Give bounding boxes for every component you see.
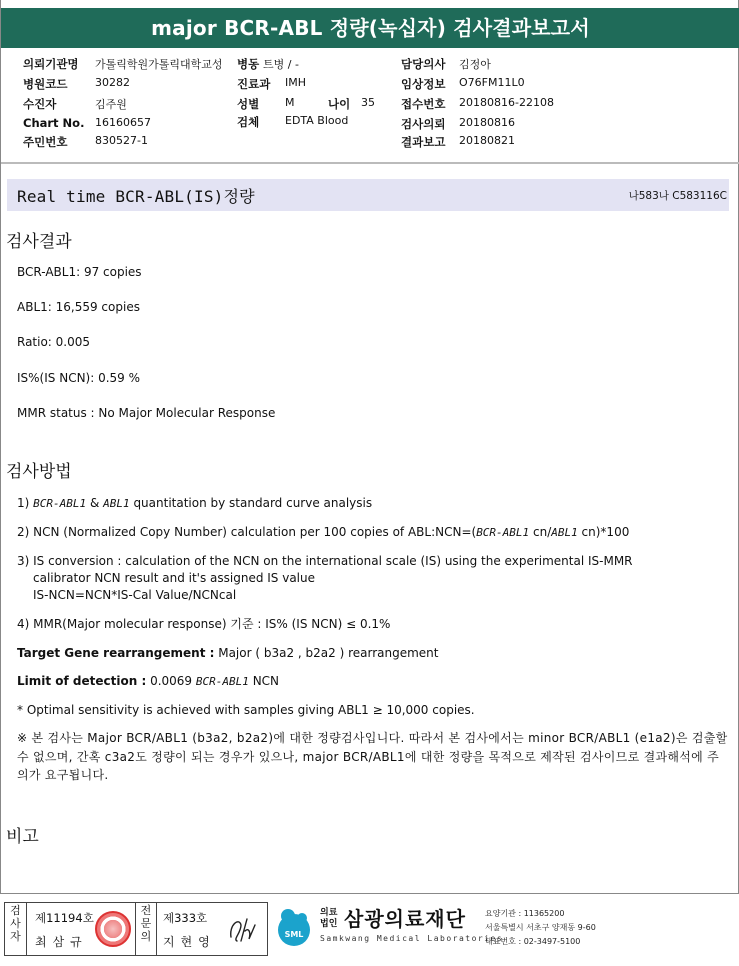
method-2-post: cn)*100: [577, 525, 630, 539]
sensitivity-note: * Optimal sensitivity is achieved with samples giving ABL1 ≥ 10,000 copies.: [17, 703, 475, 717]
target-gene-line: [17, 645, 439, 662]
specialist-label: [135, 903, 157, 955]
specimen-label: 검체: [237, 115, 260, 129]
org-type-text: 의료 법인: [320, 908, 338, 929]
department-value: IMH: [285, 76, 307, 89]
hospital-value: 가톨릭학원가톨릭대학교성: [95, 58, 223, 71]
doctor-value: 김정아: [459, 58, 491, 71]
sex-value: M: [285, 96, 295, 109]
patient-name-value: 김주원: [95, 98, 127, 111]
report-date-label: 결과보고: [401, 135, 446, 149]
gene-abl1: ABL1: [103, 497, 130, 510]
lod-gene: BCR-ABL1: [195, 675, 249, 688]
resident-no-label: 주민번호: [23, 135, 68, 149]
official-seal: [95, 911, 131, 947]
gene-bcr-abl1: BCR-ABL1: [476, 526, 530, 539]
age-label: 나이: [328, 97, 351, 111]
results-section-title: 검사결과: [6, 232, 72, 252]
org-address: 서울특별시 서초구 양재동 9-60: [485, 923, 596, 932]
result-mmr-status: MMR status : No Major Molecular Response: [17, 406, 276, 420]
hospital-label: 의뢰기관명: [23, 57, 79, 71]
department-label: 진료과: [237, 77, 271, 91]
method-1-amp: &: [86, 496, 104, 510]
method-1-text: quantitation by standard curve analysis: [129, 496, 373, 510]
tester-label: [5, 903, 27, 955]
report-title: major BCR-ABL 정량(녹십자) 검사결과보고서: [1, 8, 739, 48]
result-abl1: ABL1: 16,559 copies: [17, 300, 140, 314]
clinical-info-value: O76FM11L0: [459, 76, 525, 89]
limit-of-detection-line: [17, 673, 279, 690]
lod-value: 0.0069: [146, 674, 196, 688]
method-item-3-line-3: IS-NCN=NCN*IS-Cal Value/NCNcal: [33, 588, 237, 602]
org-type: [320, 908, 340, 930]
tester-name: 최삼규: [35, 935, 88, 949]
remarks-section-title: 비고: [6, 827, 39, 847]
chart-no-value: 16160657: [95, 116, 151, 129]
signature-box: [4, 902, 268, 956]
chart-no-label: Chart No.: [23, 116, 85, 130]
org-english-name: Samkwang Medical Laboratories: [320, 934, 504, 943]
method-section-title: 검사방법: [6, 462, 72, 482]
gene-abl1: ABL1: [551, 526, 578, 539]
accession-label: 접수번호: [401, 97, 446, 111]
request-date-label: 검사의뢰: [401, 117, 446, 131]
method-1-number: 1): [17, 496, 34, 510]
tester-label-text: 검사자: [10, 904, 21, 943]
lod-unit: NCN: [248, 674, 280, 688]
specialist-signature: [225, 911, 261, 947]
result-is-percent: IS%(IS NCN): 0.59 %: [17, 371, 141, 385]
method-item-3-line-1: 3) IS conversion : calculation of the NCN on the international scale (IS) using the experimental IS-MMR: [17, 554, 633, 568]
method-item-2: [17, 524, 629, 541]
test-name-banner: [7, 179, 729, 211]
lod-label: Limit of detection :: [17, 674, 147, 688]
logo-text: SML: [284, 930, 304, 939]
accession-value: 20180816-22108: [459, 96, 554, 109]
method-item-4: 4) MMR(Major molecular response) 기준 : IS% (IS NCN) ≤ 0.1%: [17, 617, 391, 631]
test-name: Real time BCR-ABL(IS)정량: [17, 187, 255, 206]
gene-bcr-abl1: BCR-ABL1: [33, 497, 87, 510]
section-divider: [1, 162, 739, 164]
target-gene-label: Target Gene rearrangement :: [17, 646, 215, 660]
hospital-code-label: 병원코드: [23, 77, 68, 91]
report-date-value: 20180821: [459, 134, 515, 147]
specialist-license: 제333호: [163, 911, 208, 925]
ward-value: 트병 / -: [263, 58, 299, 71]
clinical-info-label: 임상정보: [401, 77, 446, 91]
disclaimer-note: ※ 본 검사는 Major BCR/ABL1 (b3a2, b2a2)에 대한 정량검사입니다. 따라서 본 검사에서는 minor BCR/ABL1 (e1a2)은 검출할 수 없으며, 간혹 c3a2도 정량이 되는 경우가 있으나, major BCR/ABL1에 대한 정량을 목적으로 제작된 검사이므로 결과해석에 주의가 요구됩니다.: [17, 731, 728, 782]
org-license: 요양기관 : 11365200: [485, 909, 565, 918]
age-value: 35: [361, 96, 375, 109]
doctor-label: 담당의사: [401, 57, 446, 71]
tester-license: 제11194호: [35, 911, 94, 925]
org-contact: [485, 907, 596, 949]
result-bcr-abl1: BCR-ABL1: 97 copies: [17, 265, 142, 279]
specialist-label-text: 전문의: [140, 904, 152, 943]
report-footer: [0, 893, 739, 966]
org-phone: 대표번호 : 02-3497-5100: [485, 937, 581, 946]
sex-label: 성별: [237, 97, 260, 111]
result-ratio: Ratio: 0.005: [17, 335, 91, 349]
target-gene-value: Major ( b3a2 , b2a2 ) rearrangement: [214, 646, 439, 660]
patient-name-label: 수진자: [23, 97, 57, 111]
org-name: 삼광의료재단: [344, 907, 466, 931]
method-item-1: [17, 495, 372, 512]
method-item-3-line-2: calibrator NCN result and it's assigned IS value: [33, 571, 315, 585]
ward-label: 병동: [237, 57, 260, 71]
test-code: 나583나 C583116C: [628, 190, 727, 202]
sml-logo-icon: [272, 906, 316, 950]
request-date-value: 20180816: [459, 116, 515, 129]
hospital-code-value: 30282: [95, 76, 130, 89]
specialist-name: 지현영: [163, 935, 216, 949]
method-2-text: 2) NCN (Normalized Copy Number) calculation per 100 copies of ABL:NCN=(: [17, 525, 477, 539]
method-2-mid: cn/: [529, 525, 552, 539]
resident-no-value: 830527-1: [95, 134, 148, 147]
specimen-value: EDTA Blood: [285, 114, 349, 127]
